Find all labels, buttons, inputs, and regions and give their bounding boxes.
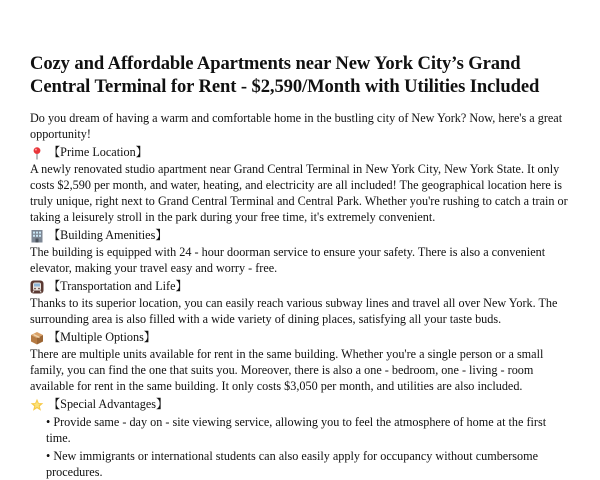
page-title: Cozy and Affordable Apartments near New York City’s Grand Central Terminal for Rent - $2,590/Month with Utilities Included [30,53,540,97]
package-icon [30,331,44,345]
section-heading-prime-location [30,144,570,161]
star-icon [30,398,44,412]
section-heading-multiple-options [30,329,570,346]
section-heading-label: 【Multiple Options】 [48,330,156,344]
pin-icon [30,146,44,160]
section-body-building-amenities: The building is equipped with 24 - hour doorman service to ensure your safety. There is also a convenient elevator, making your travel easy and worry - free. [30,245,546,275]
section-heading-label: 【Transportation and Life】 [48,279,188,293]
section-heading-special-advantages [30,396,570,413]
section-body-multiple-options: There are multiple units available for rent in the same building. Whether you're a single person or a small family, you can find the one that suits you. Moreover, there is also a one - bedroom, one - living - room available for rent in the same building. It only costs $3,050 per month, and utilities are also included. [30,347,544,393]
section-heading-label: 【Special Advantages】 [48,397,169,411]
advantages-list [30,414,570,480]
metro-icon [30,280,44,294]
section-heading-label: 【Prime Location】 [48,145,148,159]
list-item: • Provide same - day on - site viewing service, allowing you to feel the atmosphere of home at the first time. [46,415,547,445]
list-item: • New immigrants or international students can also easily apply for occupancy without cumbersome procedures. [46,449,538,479]
section-heading-label: 【Building Amenities】 [48,228,168,242]
section-heading-transportation [30,278,570,295]
building-icon [30,229,44,243]
section-heading-building-amenities [30,227,570,244]
section-body-transportation: Thanks to its superior location, you can easily reach various subway lines and travel all over New York. The surrounding area is also filled with a wide variety of dining places, satisfying all your taste buds. [30,296,558,326]
section-body-prime-location: A newly renovated studio apartment near Grand Central Terminal in New York City, New York State. It only costs $2,590 per month, and water, heating, and electricity are all included! The geographical location here is truly unique, right next to Grand Central Terminal and Central Park. Whether you're rushing to catch a train or taking a leisurely stroll in the park during your free time, it's extremely convenient. [30,162,568,224]
intro-paragraph: Do you dream of having a warm and comfortable home in the bustling city of New York? Now, here's a great opportunity! [30,111,563,141]
